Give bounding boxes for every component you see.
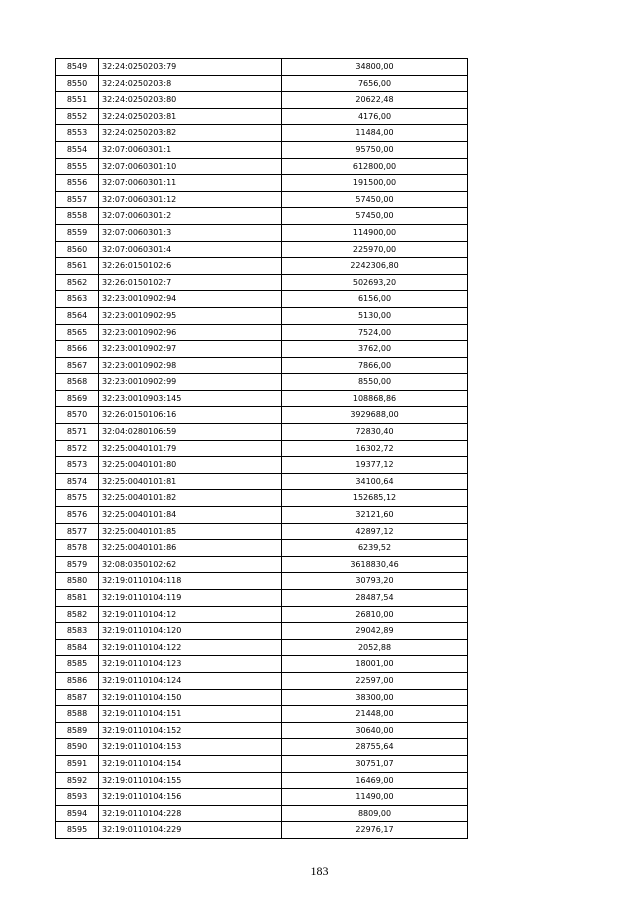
row-number-cell: 8580	[56, 573, 99, 590]
table-row	[56, 291, 468, 308]
row-number-cell: 8581	[56, 590, 99, 607]
value-cell: 28755,64	[282, 739, 468, 756]
value-cell: 22597,00	[282, 672, 468, 689]
table-row	[56, 739, 468, 756]
table-row	[56, 175, 468, 192]
cadastral-number-cell: 32:25:0040101:79	[99, 440, 282, 457]
cadastral-number-cell: 32:23:0010902:94	[99, 291, 282, 308]
cadastral-number-cell: 32:19:0110104:150	[99, 689, 282, 706]
table-row	[56, 407, 468, 424]
row-number-cell: 8566	[56, 341, 99, 358]
table-row	[56, 125, 468, 142]
row-number-cell: 8585	[56, 656, 99, 673]
row-number-cell: 8593	[56, 789, 99, 806]
table-row	[56, 357, 468, 374]
table-row	[56, 208, 468, 225]
value-cell: 191500,00	[282, 175, 468, 192]
row-number-cell: 8572	[56, 440, 99, 457]
value-cell: 11490,00	[282, 789, 468, 806]
table-row	[56, 374, 468, 391]
row-number-cell: 8586	[56, 672, 99, 689]
cadastral-number-cell: 32:25:0040101:80	[99, 457, 282, 474]
cadastral-number-cell: 32:04:0280106:59	[99, 424, 282, 441]
value-cell: 16469,00	[282, 772, 468, 789]
cadastral-number-cell: 32:19:0110104:152	[99, 722, 282, 739]
row-number-cell: 8560	[56, 241, 99, 258]
cadastral-number-cell: 32:19:0110104:119	[99, 590, 282, 607]
value-cell: 114900,00	[282, 224, 468, 241]
cadastral-number-cell: 32:25:0040101:84	[99, 507, 282, 524]
cadastral-number-cell: 32:19:0110104:151	[99, 706, 282, 723]
cadastral-number-cell: 32:19:0110104:153	[99, 739, 282, 756]
cadastral-number-cell: 32:19:0110104:120	[99, 623, 282, 640]
row-number-cell: 8564	[56, 307, 99, 324]
value-cell: 16302,72	[282, 440, 468, 457]
page-number: 183	[310, 864, 329, 878]
row-number-cell: 8550	[56, 75, 99, 92]
cadastral-number-cell: 32:19:0110104:122	[99, 639, 282, 656]
row-number-cell: 8561	[56, 258, 99, 275]
value-cell: 7656,00	[282, 75, 468, 92]
row-number-cell: 8574	[56, 473, 99, 490]
row-number-cell: 8562	[56, 274, 99, 291]
row-number-cell: 8594	[56, 805, 99, 822]
row-number-cell: 8551	[56, 92, 99, 109]
table-row	[56, 440, 468, 457]
cadastral-number-cell: 32:19:0110104:154	[99, 755, 282, 772]
cadastral-number-cell: 32:07:0060301:10	[99, 158, 282, 175]
table-row	[56, 639, 468, 656]
cadastral-number-cell: 32:23:0010902:95	[99, 307, 282, 324]
table-row	[56, 507, 468, 524]
cadastral-number-cell: 32:19:0110104:228	[99, 805, 282, 822]
row-number-cell: 8556	[56, 175, 99, 192]
row-number-cell: 8579	[56, 556, 99, 573]
data-table-container	[55, 58, 468, 839]
cadastral-number-cell: 32:07:0060301:12	[99, 191, 282, 208]
cadastral-number-cell: 32:24:0250203:81	[99, 108, 282, 125]
cadastral-number-cell: 32:24:0250203:8	[99, 75, 282, 92]
table-row	[56, 224, 468, 241]
table-row	[56, 457, 468, 474]
cadastral-number-cell: 32:19:0110104:123	[99, 656, 282, 673]
value-cell: 34100,64	[282, 473, 468, 490]
table-row	[56, 706, 468, 723]
table-row	[56, 822, 468, 839]
value-cell: 3929688,00	[282, 407, 468, 424]
table-row	[56, 722, 468, 739]
table-row	[56, 241, 468, 258]
value-cell: 19377,12	[282, 457, 468, 474]
row-number-cell: 8552	[56, 108, 99, 125]
value-cell: 7524,00	[282, 324, 468, 341]
cadastral-number-cell: 32:23:0010902:96	[99, 324, 282, 341]
row-number-cell: 8557	[56, 191, 99, 208]
cadastral-number-cell: 32:07:0060301:2	[99, 208, 282, 225]
row-number-cell: 8584	[56, 639, 99, 656]
value-cell: 4176,00	[282, 108, 468, 125]
table-body	[56, 59, 468, 839]
value-cell: 34800,00	[282, 59, 468, 76]
value-cell: 3762,00	[282, 341, 468, 358]
cadastral-number-cell: 32:26:0150102:6	[99, 258, 282, 275]
row-number-cell: 8589	[56, 722, 99, 739]
cadastral-number-cell: 32:07:0060301:3	[99, 224, 282, 241]
value-cell: 42897,12	[282, 523, 468, 540]
value-cell: 5130,00	[282, 307, 468, 324]
value-cell: 29042,89	[282, 623, 468, 640]
table-row	[56, 789, 468, 806]
value-cell: 22976,17	[282, 822, 468, 839]
value-cell: 30751,07	[282, 755, 468, 772]
row-number-cell: 8592	[56, 772, 99, 789]
row-number-cell: 8570	[56, 407, 99, 424]
table-row	[56, 672, 468, 689]
table-row	[56, 606, 468, 623]
value-cell: 108868,86	[282, 390, 468, 407]
cadastral-number-cell: 32:19:0110104:156	[99, 789, 282, 806]
row-number-cell: 8571	[56, 424, 99, 441]
value-cell: 2052,88	[282, 639, 468, 656]
row-number-cell: 8575	[56, 490, 99, 507]
value-cell: 32121,60	[282, 507, 468, 524]
cadastral-number-cell: 32:07:0060301:4	[99, 241, 282, 258]
cadastral-number-cell: 32:23:0010903:145	[99, 390, 282, 407]
row-number-cell: 8553	[56, 125, 99, 142]
table-row	[56, 59, 468, 76]
value-cell: 30793,20	[282, 573, 468, 590]
row-number-cell: 8583	[56, 623, 99, 640]
table-row	[56, 75, 468, 92]
value-cell: 20622,48	[282, 92, 468, 109]
value-cell: 612800,00	[282, 158, 468, 175]
table-row	[56, 324, 468, 341]
row-number-cell: 8587	[56, 689, 99, 706]
value-cell: 18001,00	[282, 656, 468, 673]
row-number-cell: 8576	[56, 507, 99, 524]
table-row	[56, 390, 468, 407]
table-row	[56, 473, 468, 490]
value-cell: 2242306,80	[282, 258, 468, 275]
value-cell: 21448,00	[282, 706, 468, 723]
value-cell: 26810,00	[282, 606, 468, 623]
row-number-cell: 8568	[56, 374, 99, 391]
row-number-cell: 8578	[56, 540, 99, 557]
row-number-cell: 8590	[56, 739, 99, 756]
table-row	[56, 590, 468, 607]
cadastral-number-cell: 32:25:0040101:86	[99, 540, 282, 557]
cadastral-number-cell: 32:25:0040101:81	[99, 473, 282, 490]
value-cell: 502693,20	[282, 274, 468, 291]
row-number-cell: 8588	[56, 706, 99, 723]
value-cell: 3618830,46	[282, 556, 468, 573]
cadastral-number-cell: 32:23:0010902:99	[99, 374, 282, 391]
cadastral-number-cell: 32:26:0150102:7	[99, 274, 282, 291]
table-row	[56, 689, 468, 706]
value-cell: 6239,52	[282, 540, 468, 557]
cadastral-number-cell: 32:24:0250203:80	[99, 92, 282, 109]
value-cell: 225970,00	[282, 241, 468, 258]
cadastral-number-cell: 32:07:0060301:11	[99, 175, 282, 192]
row-number-cell: 8565	[56, 324, 99, 341]
value-cell: 8550,00	[282, 374, 468, 391]
table-row	[56, 490, 468, 507]
table-row	[56, 805, 468, 822]
table-row	[56, 341, 468, 358]
cadastral-number-cell: 32:26:0150106:16	[99, 407, 282, 424]
table-row	[56, 523, 468, 540]
row-number-cell: 8569	[56, 390, 99, 407]
cadastral-number-cell: 32:08:0350102:62	[99, 556, 282, 573]
table-row	[56, 623, 468, 640]
table-row	[56, 307, 468, 324]
table-row	[56, 573, 468, 590]
table-row	[56, 191, 468, 208]
cadastral-number-cell: 32:19:0110104:12	[99, 606, 282, 623]
value-cell: 95750,00	[282, 141, 468, 158]
table-row	[56, 92, 468, 109]
row-number-cell: 8559	[56, 224, 99, 241]
row-number-cell: 8582	[56, 606, 99, 623]
cadastral-number-cell: 32:24:0250203:79	[99, 59, 282, 76]
data-table	[55, 58, 468, 839]
cadastral-number-cell: 32:25:0040101:82	[99, 490, 282, 507]
cadastral-number-cell: 32:19:0110104:229	[99, 822, 282, 839]
table-row	[56, 274, 468, 291]
cadastral-number-cell: 32:19:0110104:118	[99, 573, 282, 590]
cadastral-number-cell: 32:23:0010902:97	[99, 341, 282, 358]
table-row	[56, 158, 468, 175]
table-row	[56, 772, 468, 789]
table-row	[56, 755, 468, 772]
cadastral-number-cell: 32:24:0250203:82	[99, 125, 282, 142]
value-cell: 6156,00	[282, 291, 468, 308]
row-number-cell: 8573	[56, 457, 99, 474]
table-row	[56, 424, 468, 441]
cadastral-number-cell: 32:19:0110104:155	[99, 772, 282, 789]
row-number-cell: 8555	[56, 158, 99, 175]
row-number-cell: 8558	[56, 208, 99, 225]
table-row	[56, 141, 468, 158]
value-cell: 28487,54	[282, 590, 468, 607]
table-row	[56, 556, 468, 573]
cadastral-number-cell: 32:23:0010902:98	[99, 357, 282, 374]
row-number-cell: 8577	[56, 523, 99, 540]
value-cell: 30640,00	[282, 722, 468, 739]
value-cell: 57450,00	[282, 208, 468, 225]
row-number-cell: 8595	[56, 822, 99, 839]
table-row	[56, 656, 468, 673]
row-number-cell: 8549	[56, 59, 99, 76]
table-row	[56, 108, 468, 125]
value-cell: 7866,00	[282, 357, 468, 374]
value-cell: 72830,40	[282, 424, 468, 441]
table-row	[56, 540, 468, 557]
cadastral-number-cell: 32:07:0060301:1	[99, 141, 282, 158]
row-number-cell: 8554	[56, 141, 99, 158]
row-number-cell: 8567	[56, 357, 99, 374]
table-row	[56, 258, 468, 275]
value-cell: 152685,12	[282, 490, 468, 507]
value-cell: 57450,00	[282, 191, 468, 208]
row-number-cell: 8563	[56, 291, 99, 308]
cadastral-number-cell: 32:19:0110104:124	[99, 672, 282, 689]
cadastral-number-cell: 32:25:0040101:85	[99, 523, 282, 540]
value-cell: 8809,00	[282, 805, 468, 822]
value-cell: 11484,00	[282, 125, 468, 142]
row-number-cell: 8591	[56, 755, 99, 772]
value-cell: 38300,00	[282, 689, 468, 706]
